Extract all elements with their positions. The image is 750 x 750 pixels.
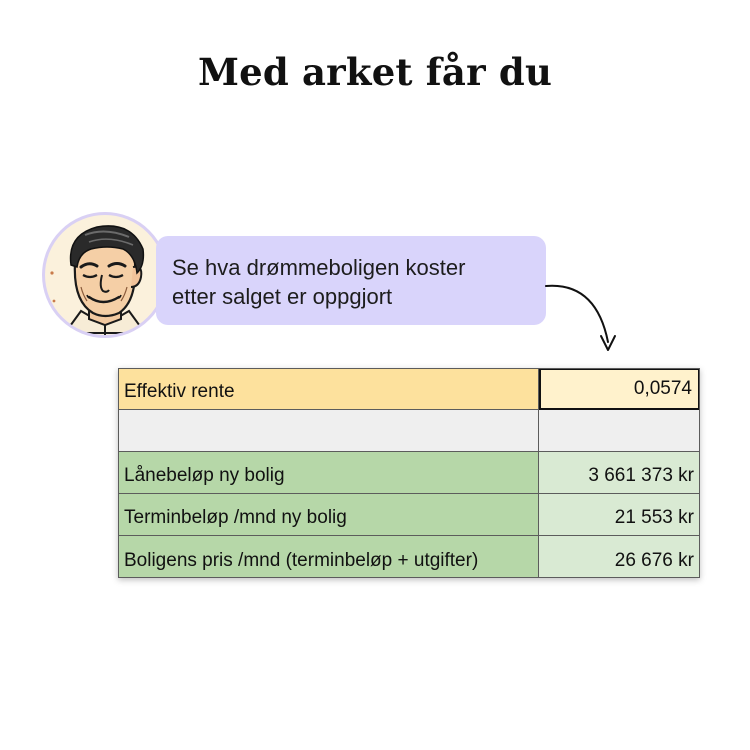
speech-bubble-line-1: Se hva drømmeboligen koster [172,255,466,280]
monthly-cost-value[interactable]: 26 676 kr [539,536,700,578]
page-title: Med arket får du [197,50,553,94]
spreadsheet-table [118,368,700,578]
effective-rate-value[interactable]: 0,0574 [539,368,700,410]
monthly-cost-label[interactable]: Boligens pris /mnd (terminbeløp + utgifter) [118,536,539,578]
speech-bubble-line-2: etter salget er oppgjort [172,284,393,309]
table-row [118,536,700,578]
loan-amount-value[interactable]: 3 661 373 kr [539,452,700,494]
loan-amount-label[interactable]: Lånebeløp ny bolig [118,452,539,494]
effective-rate-label[interactable]: Effektiv rente [118,368,539,410]
monthly-payment-value[interactable]: 21 553 kr [539,494,700,536]
monthly-payment-label[interactable]: Terminbeløp /mnd ny bolig [118,494,539,536]
speech-bubble [156,236,546,325]
cartoon-man-avatar-icon [42,212,168,338]
curved-arrow-down-icon [540,280,630,360]
table-row [118,410,700,452]
empty-label-cell[interactable] [118,410,539,452]
empty-value-cell[interactable] [539,410,700,452]
table-row [118,368,700,410]
table-row [118,494,700,536]
table-row [118,452,700,494]
